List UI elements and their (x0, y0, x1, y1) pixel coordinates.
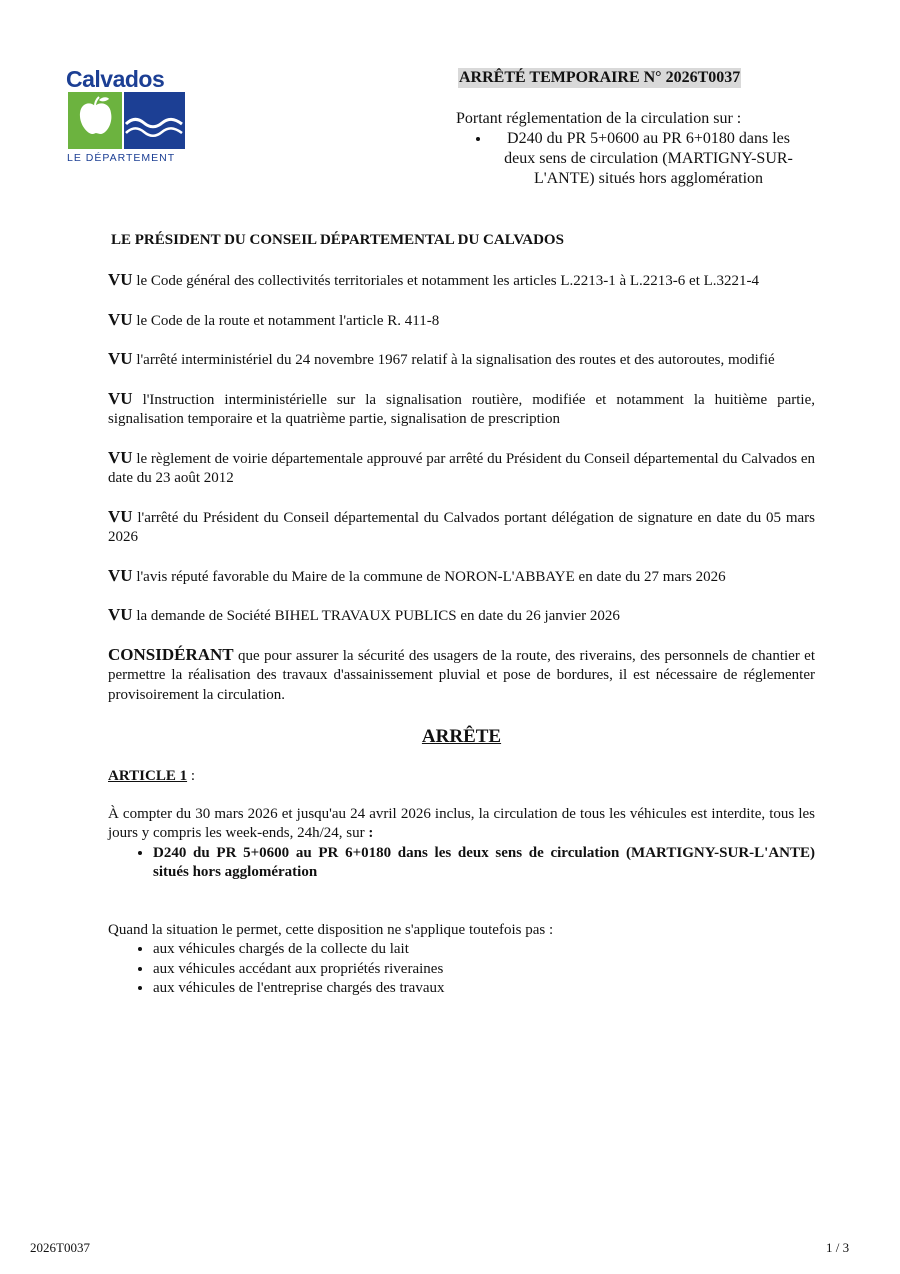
considerant-text: que pour assurer la sécurité des usagers de la route, des riverains, des personnels de chantier et permettre la réalisation des travaux d'assainissement pluvial et pose de bordures, il est nécessaire de réglementer provisoirement la circulation. (108, 647, 815, 703)
article-1-road-list (108, 844, 815, 883)
vu-text: l'arrêté interministériel du 24 novembre 1967 relatif à la signalisation des routes et des autoroutes, modifié (136, 352, 775, 368)
vu-paragraph (108, 349, 815, 371)
vu-paragraph (108, 605, 815, 627)
vu-keyword: VU (108, 506, 133, 526)
article-1-heading (108, 767, 815, 787)
subject-list (456, 129, 806, 189)
vu-paragraph (108, 389, 815, 430)
vu-text: l'Instruction interministérielle sur la signalisation routière, modifiée et notamment la huitième partie, signalisation temporaire et la quatrième partie, signalisation de prescription (108, 391, 816, 427)
calvados-logo (66, 66, 188, 166)
article-1-text-end: : (364, 825, 374, 841)
logo-subtitle: LE DÉPARTEMENT (67, 152, 176, 164)
article-1-road-item: • D240 du PR 5+0600 au PR 6+0180 dans les deux sens de circulation (MARTIGNY-SUR-L'ANTE) situés hors agglomération (153, 844, 815, 883)
vu-keyword: VU (108, 349, 133, 368)
vu-paragraph (108, 566, 815, 588)
vu-keyword: VU (108, 565, 133, 585)
vu-text: l'arrêté du Président du Conseil départemental du Calvados portant délégation de signature en date du 05 mars 2026 (108, 509, 816, 545)
article-1-title: ARTICLE 1 (108, 768, 188, 784)
article-1-title-suffix: : (187, 768, 195, 784)
vu-paragraph (108, 507, 815, 548)
president-heading: LE PRÉSIDENT DU CONSEIL DÉPARTEMENTAL DU CALVADOS (111, 232, 564, 248)
subject-item: • D240 du PR 5+0600 au PR 6+0180 dans les deux sens de circulation (MARTIGNY-SUR-L'ANTE) situés hors agglomération (491, 129, 806, 189)
vu-paragraph (108, 270, 815, 292)
footer-reference: 2026T0037 (30, 1240, 90, 1255)
document-body (108, 270, 815, 999)
article-1-paragraph (108, 805, 815, 844)
vu-paragraph (108, 448, 815, 489)
vu-text: le Code de la route et notamment l'article R. 411-8 (136, 312, 440, 329)
exception-item: • aux véhicules de l'entreprise chargés des travaux (153, 979, 815, 999)
vu-text: l'avis réputé favorable du Maire de la commune de NORON-L'ABBAYE en date du 27 mars 2026 (136, 568, 726, 585)
considerant-keyword: CONSIDÉRANT (108, 644, 234, 664)
vu-paragraph (108, 310, 815, 332)
considerant-paragraph (108, 645, 815, 706)
vu-text: le règlement de voirie départementale approuvé par arrêté du Président du Conseil départemental du Calvados en date du 23 août 2012 (108, 450, 815, 486)
logo-name: Calvados (66, 66, 165, 92)
apple-icon (68, 92, 122, 149)
vu-keyword: VU (108, 270, 133, 289)
exception-item: • aux véhicules chargés de la collecte du lait (153, 940, 815, 960)
document-title: ARRÊTÉ TEMPORAIRE N° 2026T0037 (459, 69, 741, 86)
exception-item: • aux véhicules accédant aux propriétés riveraines (153, 960, 815, 980)
vu-keyword: VU (108, 309, 133, 329)
vu-text: la demande de Société BIHEL TRAVAUX PUBLICS en date du 26 janvier 2026 (136, 608, 620, 624)
exceptions-intro: Quand la situation le permet, cette disposition ne s'applique toutefois pas : (108, 921, 554, 938)
footer-page-number: 1 / 3 (826, 1240, 850, 1255)
vu-text: le Code général des collectivités territoriales et notamment les articles L.2213-1 à L.2213-6 et L.3221-4 (136, 273, 760, 289)
waves-icon (124, 92, 185, 149)
exceptions-list (108, 940, 815, 999)
vu-keyword: VU (108, 388, 133, 408)
arrete-heading: ARRÊTE (421, 726, 502, 747)
vu-keyword: VU (108, 447, 133, 467)
article-1-text: À compter du 30 mars 2026 et jusqu'au 24 avril 2026 inclus, la circulation de tous les véhicules est interdite, tous les jours y compris les week-ends, 24h/24, sur (108, 805, 815, 841)
subject-block (456, 109, 806, 189)
vu-keyword: VU (108, 605, 133, 624)
subject-intro: Portant réglementation de la circulation sur : (456, 110, 742, 127)
